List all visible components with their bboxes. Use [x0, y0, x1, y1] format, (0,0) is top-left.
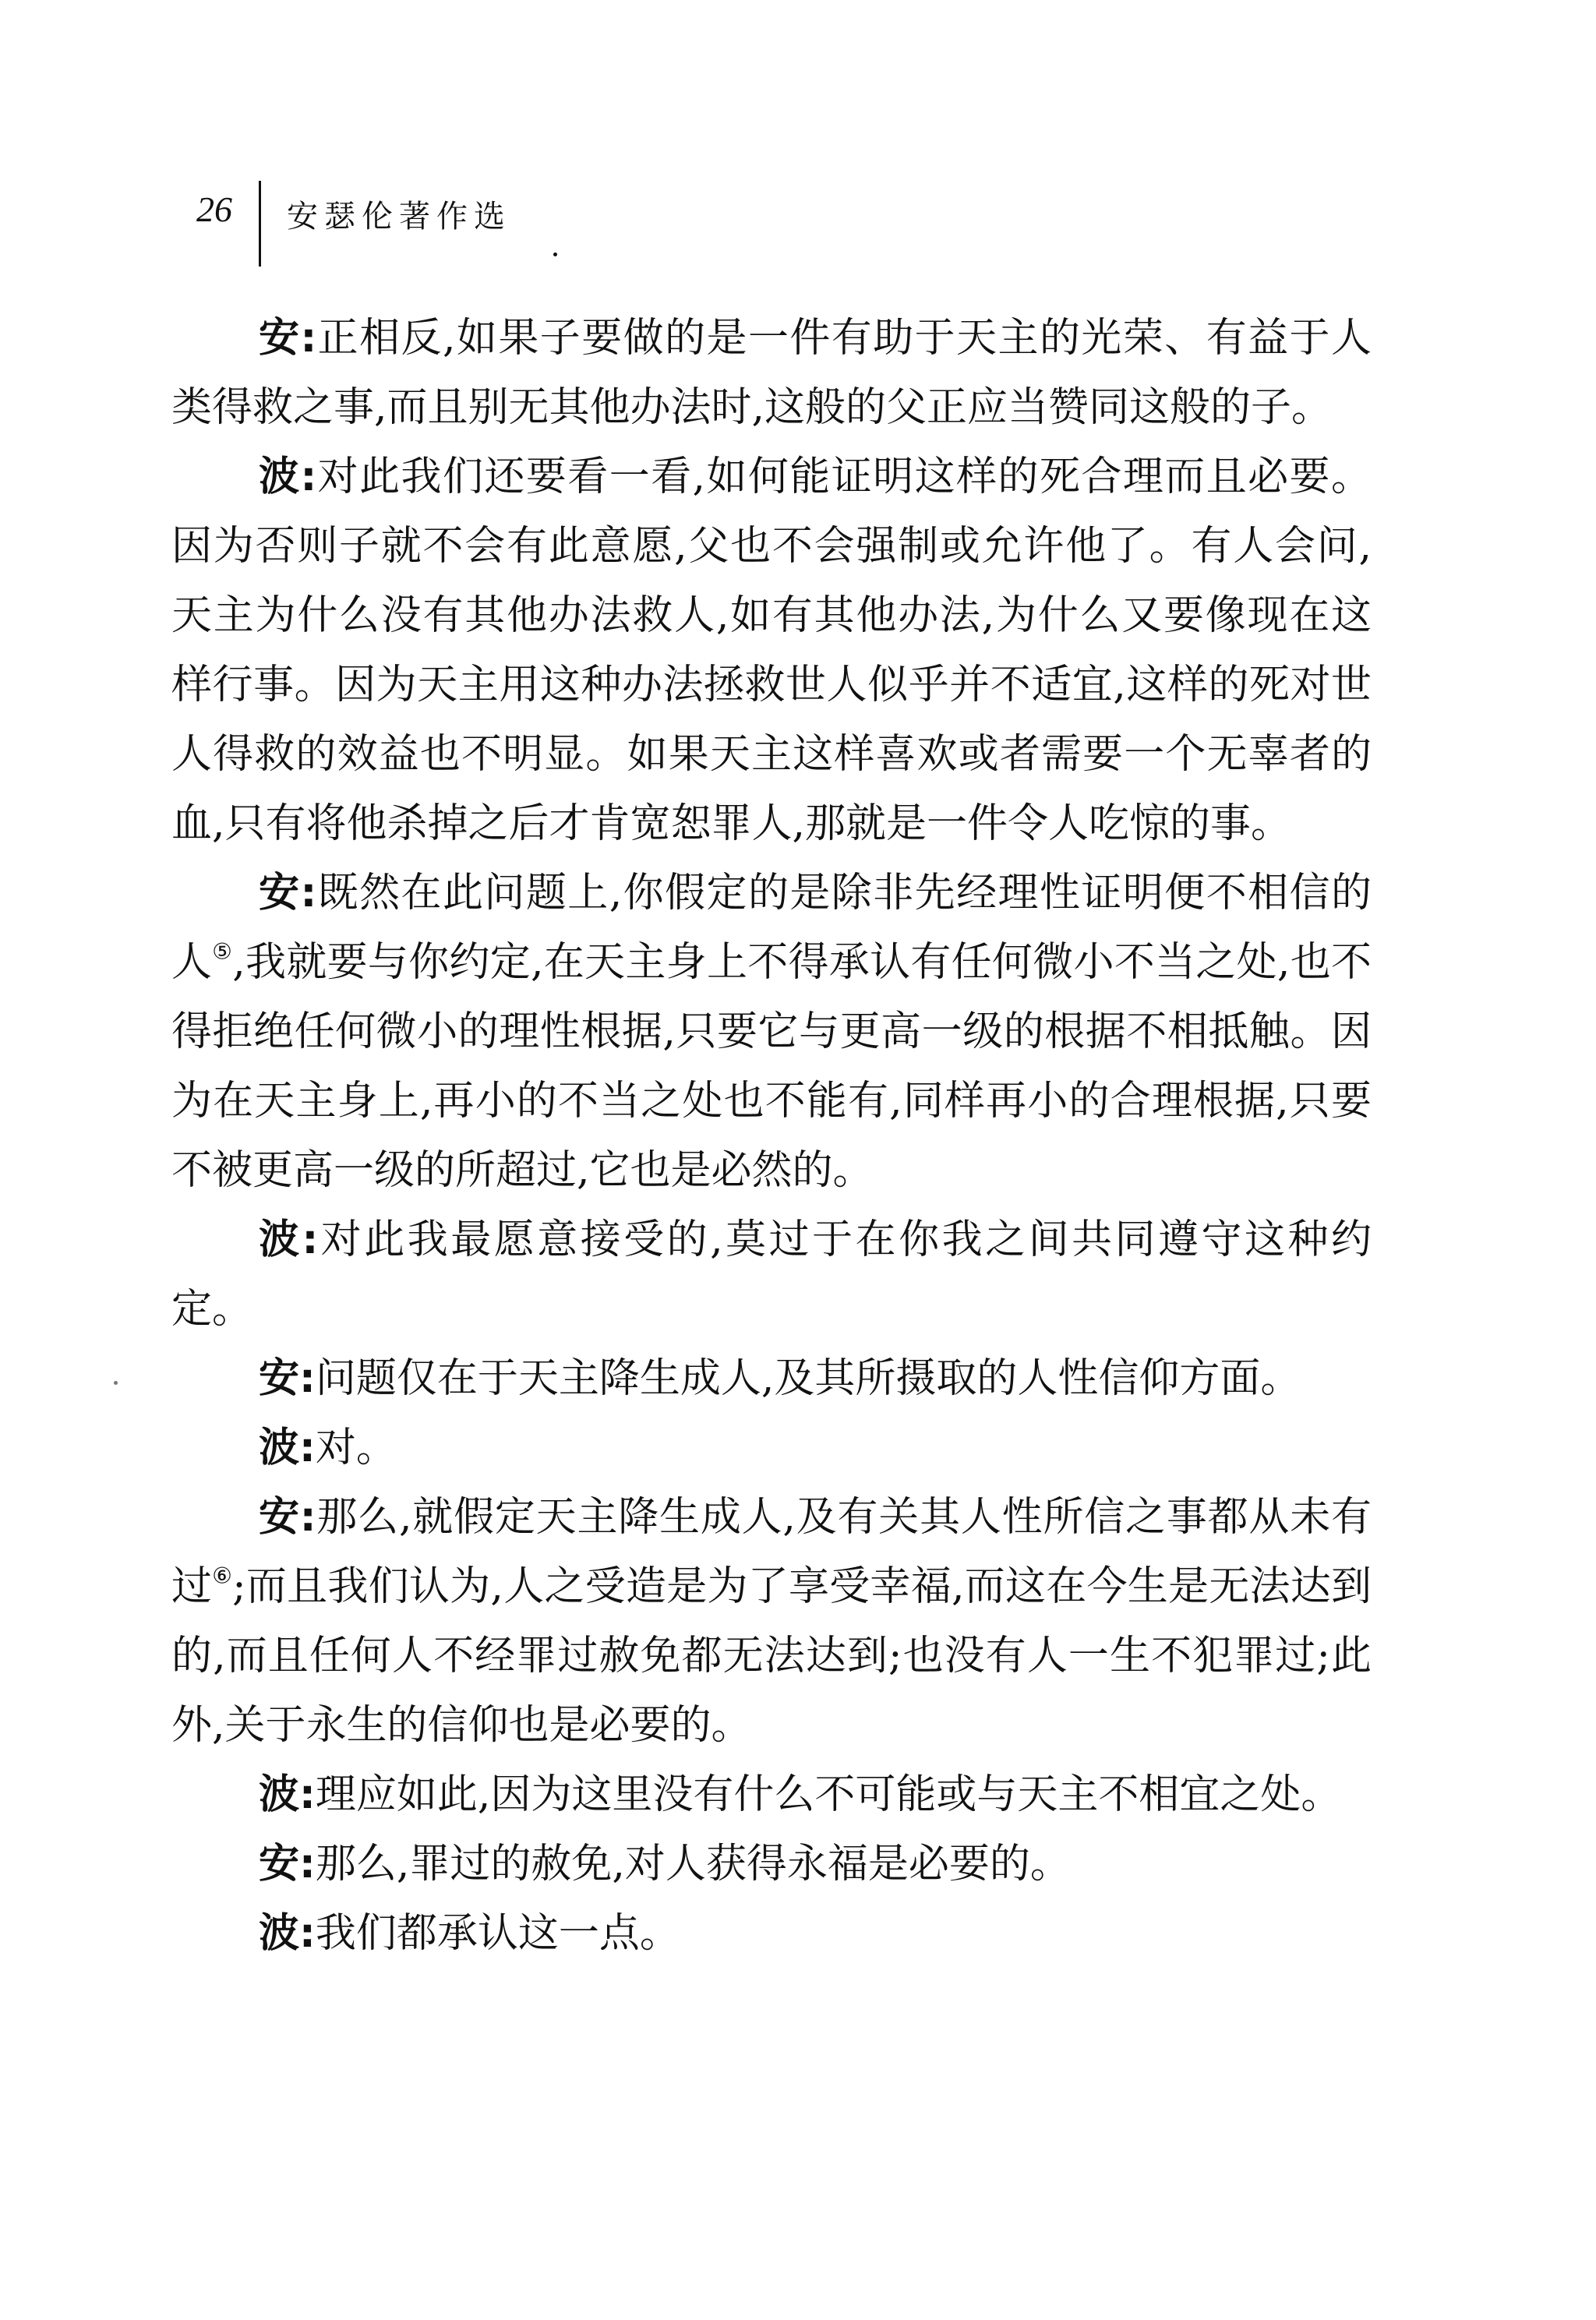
paragraph-text: ,我就要与你约定,在天主身上不得承认有任何微小不当之处,也不得拒绝任何微小的理性根据,只要它与更高一级的根据不相抵触。因为在天主身上,再小的不当之处也不能有,同样再小的合理根据,只要不被更高一级的所超过,它也是必然的。 — [171, 939, 1372, 1194]
speaker-label: 安 — [259, 1355, 300, 1402]
speaker-separator: : — [299, 1841, 316, 1887]
speaker-separator: : — [299, 1425, 316, 1471]
header-dot-mark — [553, 252, 557, 256]
paragraph-text: 那么,罪过的赦免,对人获得永福是必要的。 — [315, 1841, 1071, 1887]
speaker-separator: : — [299, 1771, 316, 1818]
dialogue-body — [171, 304, 1372, 1969]
page-number: 26 — [196, 189, 232, 229]
speaker-separator: : — [299, 1910, 316, 1957]
running-header — [187, 181, 655, 267]
speaker-separator: : — [299, 1355, 316, 1402]
dialogue-paragraph — [171, 1483, 1372, 1760]
speaker-label: 安 — [259, 315, 301, 362]
paragraph-text: 我们都承认这一点。 — [315, 1910, 680, 1957]
speaker-separator: : — [300, 454, 317, 500]
speaker-label: 波 — [259, 454, 301, 500]
dialogue-paragraph — [171, 304, 1372, 443]
footnote-marker: ⑥ — [212, 1562, 233, 1589]
paragraph-text: ;而且我们认为,人之受造是为了享受幸福,而这在今生是无法达到的,而且任何人不经罪过赦免都无法达到;也没有人一生不犯罪过;此外,关于永生的信仰也是必要的。 — [171, 1563, 1372, 1749]
dialogue-paragraph — [171, 1206, 1372, 1344]
paragraph-text: 对。 — [315, 1425, 397, 1471]
dialogue-paragraph — [171, 1899, 1372, 1969]
speaker-label: 安 — [259, 870, 301, 916]
book-title: 安瑟伦著作选 — [287, 199, 511, 235]
speaker-label: 安 — [259, 1494, 300, 1541]
paragraph-text: 正相反,如果子要做的是一件有助于天主的光荣、有益于人类得救之事,而且别无其他办法时,这般的父正应当赞同这般的子。 — [171, 315, 1372, 431]
dialogue-paragraph — [171, 859, 1372, 1206]
speaker-separator: : — [299, 1494, 316, 1541]
paragraph-text: 对此我们还要看一看,如何能证明这样的死合理而且必要。因为否则子就不会有此意愿,父也不会强制或允许他了。有人会问,天主为什么没有其他办法救人,如有其他办法,为什么又要像现在这样行事。因为天主用这种办法拯救世人似乎并不适宜,这样的死对世人得救的效益也不明显。如果天主这样喜欢或者需要一个无辜者的血,只有将他杀掉之后才肯宽恕罪人,那就是一件令人吃惊的事。 — [171, 454, 1372, 847]
dialogue-paragraph — [171, 443, 1372, 859]
dialogue-paragraph — [171, 1414, 1372, 1483]
speaker-label: 波 — [259, 1771, 300, 1818]
speaker-separator: : — [300, 870, 317, 916]
paragraph-text: 既然在此问题上,你假定的是除非先经理性证明便不相信的人 — [171, 870, 1372, 986]
footnote-marker: ⑤ — [212, 938, 233, 965]
paragraph-text: 那么,就假定天主降生成人,及有关其人性所信之事都从未有过 — [171, 1494, 1372, 1610]
dialogue-paragraph — [171, 1830, 1372, 1899]
dialogue-paragraph — [171, 1344, 1372, 1414]
speaker-label: 波 — [259, 1425, 300, 1471]
speaker-separator: : — [302, 1216, 319, 1263]
paragraph-text: 对此我最愿意接受的,莫过于在你我之间共同遵守这种约定。 — [171, 1216, 1372, 1333]
speaker-separator: : — [300, 315, 317, 362]
paragraph-text: 理应如此,因为这里没有什么不可能或与天主不相宜之处。 — [315, 1771, 1342, 1818]
margin-dot-mark — [114, 1381, 118, 1385]
speaker-label: 波 — [259, 1216, 302, 1263]
dialogue-paragraph — [171, 1760, 1372, 1830]
speaker-label: 波 — [259, 1910, 300, 1957]
paragraph-text: 问题仅在于天主降生成人,及其所摄取的人性信仰方面。 — [315, 1355, 1301, 1402]
speaker-label: 安 — [259, 1841, 300, 1887]
header-divider — [259, 181, 261, 267]
